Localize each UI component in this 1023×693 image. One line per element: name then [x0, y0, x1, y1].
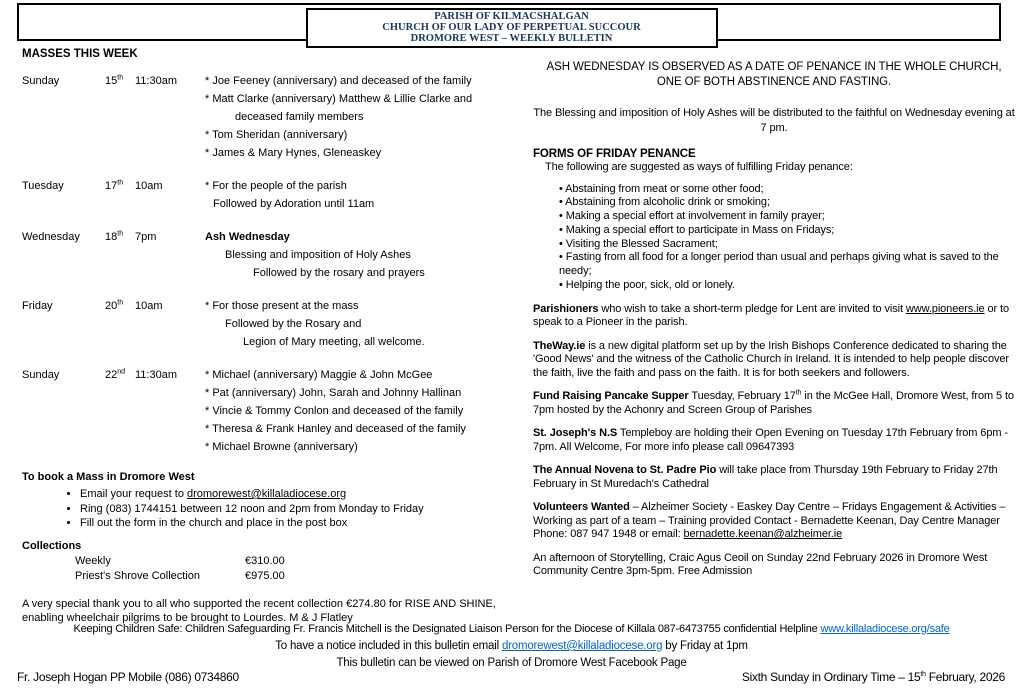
mass-time: 7pm — [135, 231, 157, 243]
collection-row-weekly — [22, 554, 500, 569]
mass-time: 11:30am — [135, 369, 177, 381]
booking-email-link[interactable]: dromorewest@killaladiocese.org — [187, 488, 347, 500]
penance-list — [533, 183, 1015, 293]
booking-list — [22, 487, 500, 531]
collection-label: Priest's Shrove Collection — [75, 569, 200, 582]
mass-intentions — [205, 72, 500, 162]
mass-intention-line: * Matt Clarke (anniversary) Matthew & Lillie Clarke and — [205, 93, 473, 105]
notice-text: in the McGee Hall, Dromore West, from 5 to 7pm hosted by the Achonry and Screen Group of Parishes — [533, 390, 1014, 416]
penance-intro: The following are suggested as ways of fulfilling Friday penance: — [545, 161, 853, 173]
notice-lead: TheWay.ie — [533, 339, 586, 352]
mass-day: Sunday — [22, 369, 60, 381]
mass-day: Tuesday — [22, 180, 64, 192]
mass-intention-line: Followed by the rosary and prayers — [253, 267, 425, 279]
notice-st-josephs — [533, 427, 1015, 454]
notice-text: or to speak to a Pioneer in the parish. — [533, 302, 1009, 329]
footer-bottom-row — [17, 670, 1005, 684]
notice-submit-tail: by Friday at 1pm — [662, 640, 748, 652]
mass-intention-line: Followed by Adoration until 11am — [213, 198, 375, 210]
priest-contact: Fr. Joseph Hogan PP Mobile (086) 0734860 — [17, 670, 239, 684]
masses-title: MASSES THIS WEEK — [22, 48, 138, 60]
collections-title: Collections — [22, 539, 82, 552]
mass-date — [105, 177, 135, 213]
mass-day: Sunday — [22, 75, 60, 87]
ash-wednesday-notice: ASH WEDNESDAY IS OBSERVED AS A DATE OF PENANCE IN THE WHOLE CHURCH, ONE OF BOTH ABSTINENCE AND FASTING. — [546, 61, 1002, 88]
notice-text: – Alzheimer Society - Easkey Day Centre – Fridays Engagement & Activities – Working as part of a team – Training provided Contact - Bernadette Keenan, Day Centre Manager Phone: 087 947 1948 or email: — [533, 501, 1006, 541]
notice-pancake-supper — [533, 390, 1015, 417]
date-suffix: th — [920, 671, 926, 678]
notice-lead: Volunteers Wanted — [533, 501, 630, 514]
church-name: CHURCH OF OUR LADY OF PERPETUAL SUCCOUR — [382, 22, 641, 33]
mass-row-wednesday-18 — [22, 228, 500, 282]
mass-intention-line: deceased family members — [235, 111, 364, 123]
mass-intention-line: * Michael Browne (anniversary) — [205, 441, 358, 453]
mass-row-friday-20 — [22, 297, 500, 351]
mass-intention-line: Legion of Mary meeting, all welcome. — [243, 336, 425, 348]
mass-date-suffix: th — [117, 230, 124, 238]
holy-ashes-notice: The Blessing and imposition of Holy Ashes will be distributed to the faithful on Wednesday evening at 7 pm. — [533, 107, 1015, 134]
notice-novena — [533, 464, 1015, 491]
notice-lead: The Annual Novena to St. Padre Pio — [533, 464, 717, 477]
mass-intentions — [205, 177, 500, 213]
mass-time: 10am — [135, 180, 163, 192]
mass-intentions — [205, 228, 500, 282]
bulletin-title: DROMORE WEST – WEEKLY BULLETIN — [410, 33, 613, 44]
mass-date — [105, 297, 135, 351]
penance-item: • Making a special effort at involvement in family prayer; — [533, 210, 1015, 224]
footer-facebook-line: This bulletin can be viewed on Parish of Dromore West Facebook Page — [336, 657, 687, 669]
mass-date-num: 22 — [105, 369, 118, 381]
penance-item: • Abstaining from alcoholic drink or smoking; — [533, 196, 1015, 210]
notice-storytelling: An afternoon of Storytelling, Craic Agus Ceoil on Sunday 22nd February 2026 in Dromore West Community Centre 3pm-5pm. Free Admission — [533, 551, 988, 578]
pioneers-link[interactable]: www.pioneers.ie — [905, 302, 985, 315]
safeguarding-text: Keeping Children Safe: Children Safeguarding Fr. Francis Mitchell is the Designated Liaison Person for the Diocese of Killala 087-6473755 confidential Helpline — [73, 623, 821, 635]
notice-theway — [533, 340, 1015, 381]
notice-lead: St. Joseph's N.S — [533, 427, 618, 440]
booking-item-ring: • Ring (083) 1744151 between 12 noon and 2pm from Monday to Friday — [80, 502, 500, 517]
mass-day: Wednesday — [22, 231, 80, 243]
mass-date — [105, 72, 135, 162]
alzheimer-email-link[interactable]: bernadette.keenan@alzheimer.ie — [683, 528, 843, 541]
mass-time: 11:30am — [135, 75, 177, 87]
notice-submit-text: To have a notice included in this bulletin email — [275, 640, 502, 652]
mass-row-tuesday-17 — [22, 177, 500, 213]
mass-intention-line: * Pat (anniversary) John, Sarah and Johnny Hallinan — [205, 387, 462, 399]
booking-title: To book a Mass in Dromore West — [22, 471, 195, 483]
left-column — [22, 48, 500, 626]
notice-text: Templeboy are holding their Open Evening on Tuesday 17th February from 6pm - 7pm. All Welcome, For more info please call 09647393 — [533, 427, 1008, 453]
notice-text: who wish to take a short-term pledge for Lent are invited to visit — [598, 302, 906, 315]
right-column — [533, 60, 1015, 589]
thank-you-note: A very special thank you to all who supported the recent collection €274.80 for RISE AND SHINE, enabling wheelchair pilgrims to be brought to Lourdes. M & J Flatley — [22, 597, 496, 624]
mass-date-suffix: nd — [117, 368, 126, 376]
mass-row-sunday-22 — [22, 366, 500, 456]
mass-time: 10am — [135, 300, 163, 312]
penance-item: • Abstaining from meat or some other food; — [533, 183, 1015, 197]
mass-day: Friday — [22, 300, 53, 312]
penance-item: • Visiting the Blessed Sacrament; — [533, 238, 1015, 252]
liturgical-date-tail: February, 2026 — [925, 670, 1005, 684]
booking-item-email — [80, 487, 500, 502]
mass-date — [105, 366, 135, 456]
mass-date-suffix: th — [117, 179, 124, 187]
mass-intention-line: * Michael (anniversary) Maggie & John McGee — [205, 369, 433, 381]
header-title-box — [306, 8, 718, 48]
mass-intentions — [205, 297, 500, 351]
collection-amount: €310.00 — [245, 554, 285, 567]
mass-date-num: 18 — [105, 231, 118, 243]
mass-date-num: 15 — [105, 75, 118, 87]
mass-date — [105, 228, 135, 282]
penance-item: • Helping the poor, sick, old or lonely. — [533, 279, 1015, 293]
booking-item-form: • Fill out the form in the church and place in the post box — [80, 516, 500, 531]
mass-intention-line: Blessing and imposition of Holy Ashes — [225, 249, 411, 261]
collection-label: Weekly — [75, 554, 111, 567]
notice-text: will take place from Thursday 19th February to Friday 27th February in St Muredach's Cathedral — [533, 464, 998, 490]
mass-intention-line: * Theresa & Frank Hanley and deceased of the family — [205, 423, 466, 435]
mass-intention-line: * For the people of the parish — [205, 180, 347, 192]
notice-text: Tuesday, February 17 — [688, 390, 796, 403]
penance-item: • Making a special effort to participate in Mass on Fridays; — [533, 224, 1015, 238]
notice-lead: Parishioners — [533, 302, 599, 315]
notice-parishioners — [533, 303, 1015, 330]
mass-intention-line: * Joe Feeney (anniversary) and deceased of the family — [205, 75, 472, 87]
penance-title: FORMS OF FRIDAY PENANCE — [533, 148, 696, 160]
mass-intention-line: * Vincie & Tommy Conlon and deceased of the family — [205, 405, 464, 417]
liturgical-date-text: Sixth Sunday in Ordinary Time – 15 — [741, 670, 921, 684]
date-suffix: th — [795, 389, 802, 397]
notice-lead: Fund Raising Pancake Supper — [533, 390, 689, 403]
liturgical-date — [742, 670, 1005, 684]
parish-name: PARISH OF KILMACSHALGAN — [434, 11, 589, 22]
mass-intention-line: * Tom Sheridan (anniversary) — [205, 129, 348, 141]
notice-volunteers — [533, 501, 1015, 542]
mass-date-suffix: th — [117, 74, 124, 82]
bulletin-email-link[interactable]: dromorewest@killaladiocese.org — [501, 640, 663, 652]
mass-intention-line: * James & Mary Hynes, Gleneaskey — [205, 147, 382, 159]
booking-email-text: Email your request to — [80, 488, 187, 500]
mass-intention-line: * For those present at the mass — [205, 300, 359, 312]
mass-row-sunday-15 — [22, 72, 500, 162]
footer-safeguarding-line — [17, 621, 1006, 638]
collection-amount: €975.00 — [245, 569, 285, 582]
mass-date-num: 17 — [105, 180, 118, 192]
ash-wednesday-label: Ash Wednesday — [205, 231, 290, 243]
safeguarding-link[interactable]: www.killaladiocese.org/safe — [820, 623, 950, 635]
mass-date-num: 20 — [105, 300, 118, 312]
collection-row-shrove — [22, 569, 500, 584]
footer — [17, 621, 1006, 672]
mass-date-suffix: th — [117, 299, 124, 307]
footer-notice-line — [17, 638, 1006, 655]
notice-text: is a new digital platform set up by the Irish Bishops Conference dedicated to sharing the 'Good News' and the witness of the Catholic Church in Ireland. It is intended to help people discover the faith, live the faith and pass on the faith. It is for both seekers and followers. — [533, 339, 1009, 379]
mass-intentions — [205, 366, 500, 456]
penance-item: • Fasting from all food for a longer period than usual and perhaps giving what is saved to the needy; — [533, 251, 1015, 279]
mass-intention-line: Followed by the Rosary and — [225, 318, 362, 330]
